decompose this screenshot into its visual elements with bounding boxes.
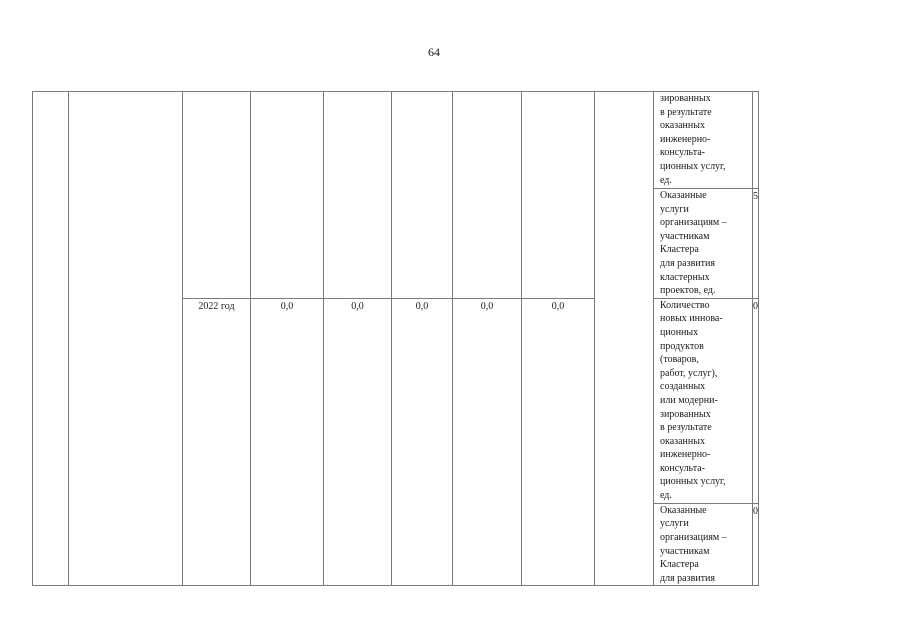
amount-cell <box>522 92 595 299</box>
table-row <box>33 92 759 189</box>
measure-name-cell <box>69 92 183 586</box>
indicator-cell: зированных в результате оказанных инженерно- консульта- ционных услуг, ед. <box>654 92 753 189</box>
indicator-value: 0 <box>753 503 759 586</box>
year-cell <box>183 92 251 299</box>
row-number-cell <box>33 92 69 586</box>
amount-cell: 0,0 <box>324 298 392 586</box>
amount-cell <box>251 92 324 299</box>
program-table <box>32 91 759 586</box>
year-cell: 2022 год <box>183 298 251 586</box>
indicator-value: 0 <box>753 298 759 503</box>
amount-cell <box>453 92 522 299</box>
amount-cell <box>392 92 453 299</box>
page-number: 64 <box>428 45 440 59</box>
indicator-value: 5 <box>753 189 759 299</box>
indicator-cell: Количество новых иннова- ционных продуктов (товаров, работ, услуг), созданных или модерни- зированных в результате оказанных инженерно- консульта- ционных услуг, ед. <box>654 298 753 503</box>
amount-cell <box>324 92 392 299</box>
indicator-value <box>753 92 759 189</box>
executor-cell <box>595 92 654 586</box>
amount-cell: 0,0 <box>251 298 324 586</box>
amount-cell: 0,0 <box>453 298 522 586</box>
indicator-cell: Оказанные услуги организациям – участникам Кластера для развития кластерных проектов, ед. <box>654 189 753 299</box>
indicator-cell: Оказанные услуги организациям – участникам Кластера для развития <box>654 503 753 586</box>
amount-cell: 0,0 <box>522 298 595 586</box>
amount-cell: 0,0 <box>392 298 453 586</box>
